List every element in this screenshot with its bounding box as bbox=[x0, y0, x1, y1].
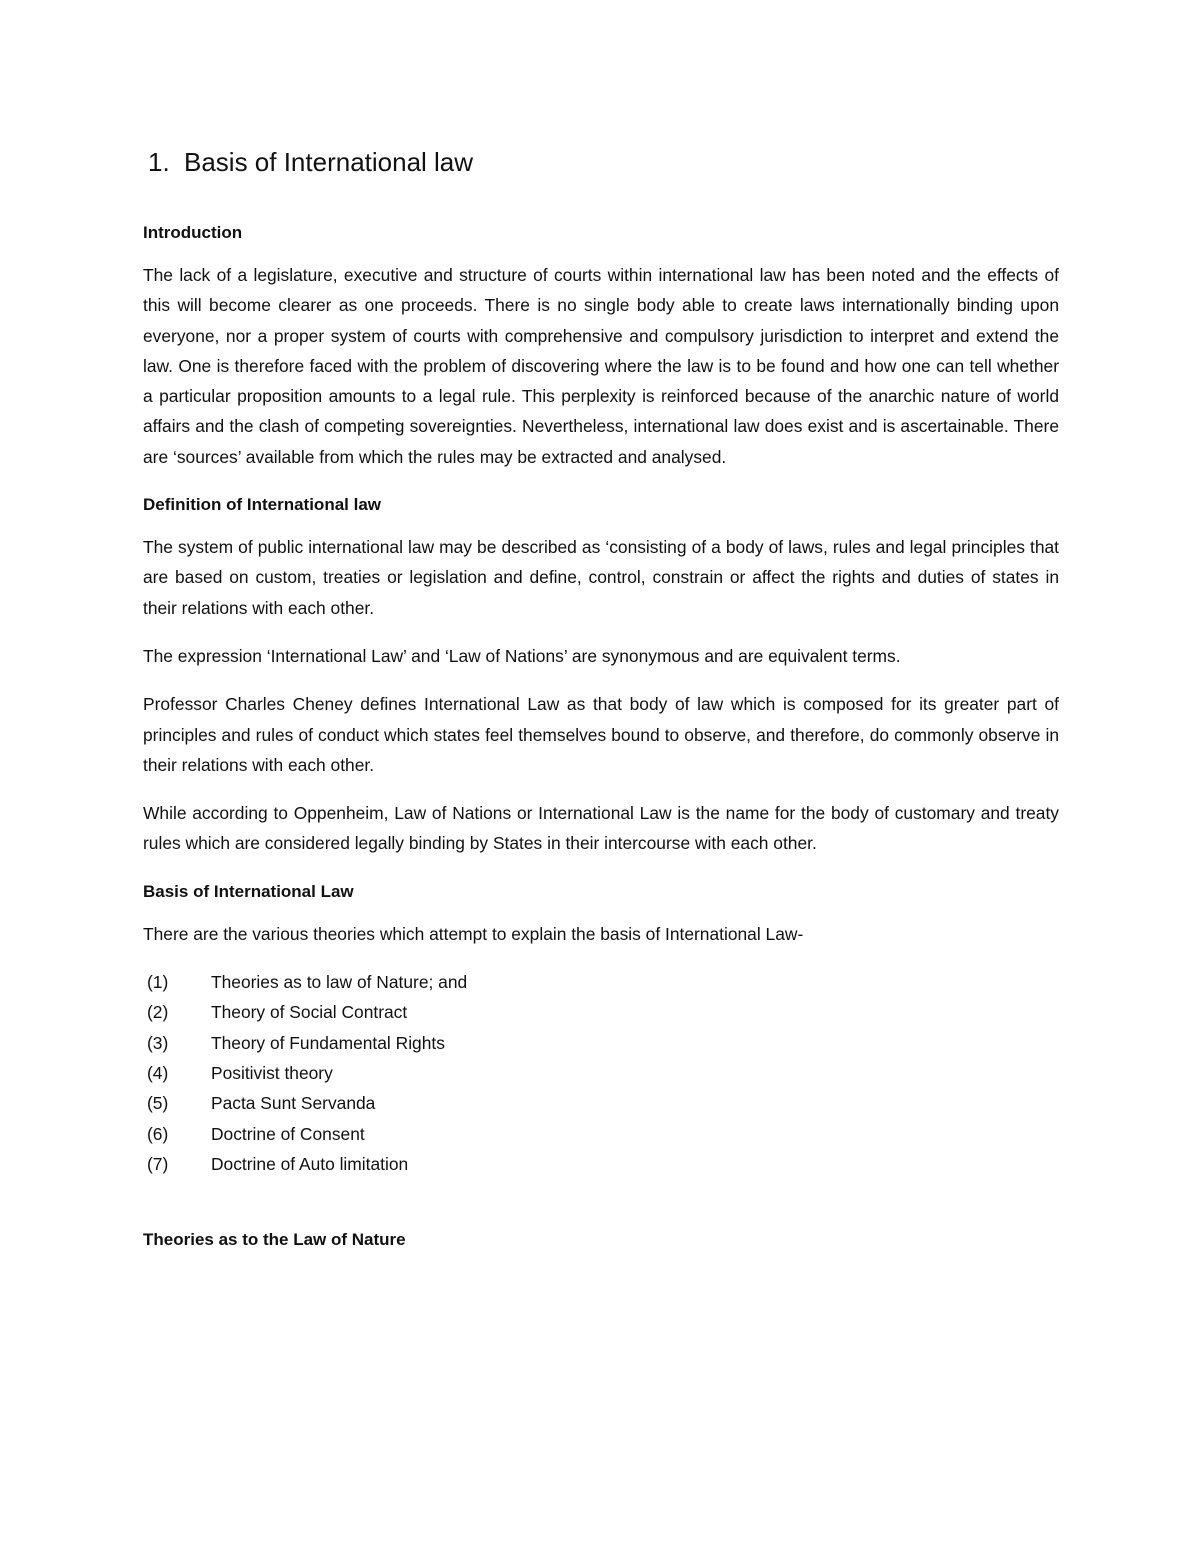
list-item-text: Pacta Sunt Servanda bbox=[211, 1093, 376, 1114]
section-heading-definition: Definition of International law bbox=[143, 495, 381, 515]
list-item-text: Theories as to law of Nature; and bbox=[211, 972, 468, 993]
list-item bbox=[143, 1149, 1059, 1179]
list-item-marker: (4) bbox=[147, 1062, 169, 1083]
list-item-marker: (5) bbox=[147, 1093, 169, 1114]
list-item-marker: (1) bbox=[147, 972, 169, 993]
section-definition bbox=[143, 490, 1059, 859]
section-introduction bbox=[143, 218, 1059, 472]
section-heading-introduction: Introduction bbox=[143, 223, 243, 242]
list-item-marker: (3) bbox=[147, 1032, 169, 1053]
list-item-marker: (2) bbox=[147, 1002, 169, 1023]
definition-paragraph-2: The expression ‘International Law’ and ‘Law of Nations’ are synonymous and are equivalent terms. bbox=[143, 645, 901, 666]
list-item-text: Doctrine of Auto limitation bbox=[211, 1153, 409, 1174]
definition-paragraph-1: The system of public international law may be described as ‘consisting of a body of laws, rules and legal principles that are based on custom, treaties or legislation and define, control, constrain or affect the rights and duties of states in their relations with each other. bbox=[143, 537, 1059, 618]
list-item-marker: (7) bbox=[147, 1153, 169, 1174]
definition-paragraph-4: While according to Oppenheim, Law of Nations or International Law is the name for the body of customary and treaty rules which are considered legally binding by States in their intercourse with each other. bbox=[143, 803, 1059, 854]
introduction-paragraph: The lack of a legislature, executive and structure of courts within international law has been noted and the effects of this will become clearer as one proceeds. There is no single body able to create laws internationally binding upon everyone, nor a proper system of courts with comprehensive and compulsory jurisdiction to interpret and extend the law. One is therefore faced with the problem of discovering where the law is to be found and how one can tell whether a particular proposition amounts to a legal rule. This perplexity is reinforced because of the anarchic nature of world affairs and the clash of competing sovereignties. Nevertheless, international law does exist and is ascertainable. There are ‘sources’ available from which the rules may be extracted and analysed. bbox=[143, 265, 1059, 467]
page-title bbox=[148, 140, 1059, 184]
list-item-text: Doctrine of Consent bbox=[211, 1123, 365, 1144]
title-text: Basis of International law bbox=[184, 147, 474, 177]
list-item bbox=[143, 1028, 1059, 1058]
section-heading-law-of-nature: Theories as to the Law of Nature bbox=[143, 1230, 406, 1250]
document-page bbox=[143, 140, 1059, 1267]
list-item-text: Theory of Fundamental Rights bbox=[211, 1032, 445, 1053]
section-heading-basis: Basis of International Law bbox=[143, 881, 354, 901]
list-item bbox=[143, 1119, 1059, 1149]
list-item-marker: (6) bbox=[147, 1123, 169, 1144]
title-number: 1. bbox=[148, 147, 170, 177]
list-item bbox=[143, 967, 1059, 997]
list-item bbox=[143, 1088, 1059, 1118]
list-item bbox=[143, 997, 1059, 1027]
list-item-text: Theory of Social Contract bbox=[211, 1002, 408, 1023]
definition-paragraph-3: Professor Charles Cheney defines International Law as that body of law which is composed for its greater part of principles and rules of conduct which states feel themselves bound to observe, and therefore, do commonly observe in their relations with each other. bbox=[143, 694, 1059, 775]
basis-intro-paragraph: There are the various theories which attempt to explain the basis of International Law- bbox=[143, 923, 804, 944]
list-item-text: Positivist theory bbox=[211, 1062, 333, 1083]
theory-list bbox=[143, 967, 1059, 1179]
section-basis bbox=[143, 877, 1059, 1179]
list-item bbox=[143, 1058, 1059, 1088]
section-law-of-nature bbox=[143, 1225, 1059, 1255]
